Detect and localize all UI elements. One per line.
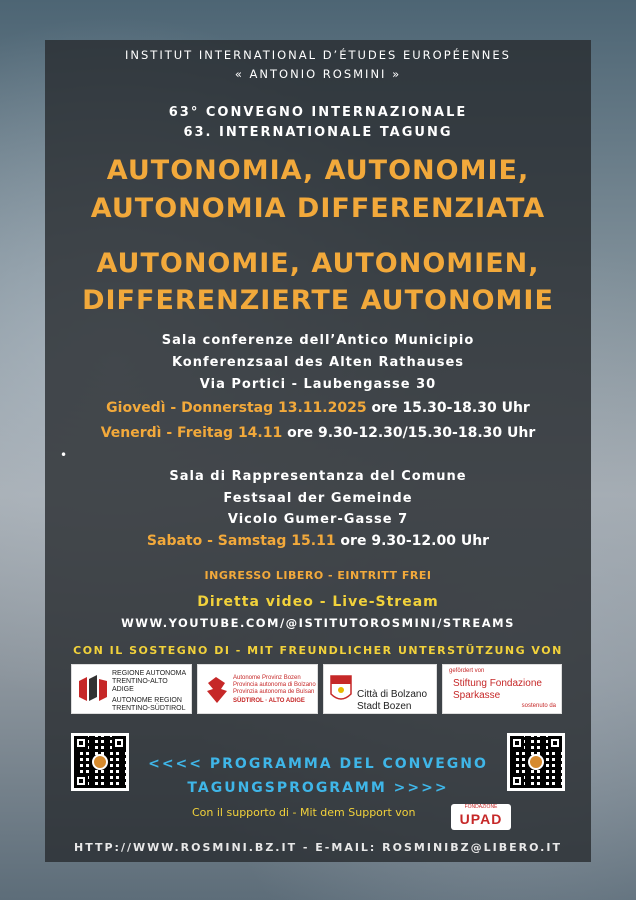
venue1-line3: Via Portici - Laubengasse 30 (199, 377, 437, 392)
sparkasse-top-text: gefördert von (449, 668, 485, 674)
title-it-line2: AUTONOMIA DIFFERENZIATA (90, 193, 546, 224)
date-friday (0, 425, 636, 441)
date-thursday (0, 400, 636, 416)
sponsor-header: CON IL SOSTEGNO DI - MIT FREUNDLICHER UNTERSTÜTZUNG VON (73, 644, 563, 657)
title-it-line1: AUTONOMIA, AUTONOMIE, (106, 155, 530, 186)
province-logo (197, 664, 318, 714)
convegno-it: 63° CONVEGNO INTERNAZIONALE (168, 105, 468, 120)
city-logo (323, 664, 437, 714)
upad-logo-main: UPAD (459, 811, 503, 827)
venue2-line3: Vicolo Gumer-Gasse 7 (227, 512, 409, 527)
sparkasse-logo (442, 664, 562, 714)
sparkasse-logo-text: Stiftung Fondazione Sparkasse (453, 678, 542, 701)
upad-logo-top: FONDAZIONE (464, 804, 498, 810)
date-saturday (0, 533, 636, 549)
programme-link-de[interactable]: TAGUNGSPROGRAMM >>>> (187, 780, 449, 796)
live-stream-label: Diretta video - Live-Stream (197, 594, 439, 610)
title-de-line2: DIFFERENZIERTE AUTONOMIE (82, 285, 554, 316)
eagle-icon (76, 675, 110, 705)
venue2-line2: Festsaal der Gemeinde (223, 491, 413, 506)
date-thursday-day: Giovedì - Donnerstag 13.11.2025 (106, 400, 367, 416)
region-logo-text: REGIONE AUTONOMA TRENTINO-ALTO ADIGE AUTONOME REGION TRENTINO-SÜDTIROL (112, 670, 187, 713)
stream-url-link[interactable]: WWW.YOUTUBE.COM/@ISTITUTOROSMINI/STREAMS (121, 616, 515, 630)
institute-name: INSTITUT INTERNATIONAL D’ÉTUDES EUROPÉENNES (125, 48, 511, 62)
date-saturday-day: Sabato - Samstag 15.11 (146, 533, 336, 549)
eagle-icon (203, 675, 229, 705)
date-friday-day: Venerdì - Freitag 14.11 (100, 425, 283, 441)
sparkasse-bottom-text: sostenuto da (521, 703, 556, 710)
date-thursday-time: ore 15.30-18.30 Uhr (366, 400, 530, 416)
institute-subname: « ANTONIO ROSMINI » (234, 67, 402, 81)
footer-contact[interactable]: HTTP://WWW.ROSMINI.BZ.IT - E-MAIL: ROSMINIBZ@LIBERO.IT (74, 841, 562, 854)
venue2-line1: Sala di Rappresentanza del Comune (169, 469, 467, 484)
convegno-de: 63. INTERNATIONALE TAGUNG (183, 125, 453, 140)
upad-support-text: Con il supporto di - Mit dem Support von (192, 806, 416, 819)
city-logo-text: Città di Bolzano Stadt Bozen (357, 689, 428, 712)
upad-logo (451, 804, 511, 830)
programme-link[interactable]: <<<< PROGRAMMA DEL CONVEGNO (148, 756, 488, 772)
coat-of-arms-icon (329, 674, 353, 704)
venue1-line1: Sala conferenze dell’Antico Municipio (161, 333, 475, 348)
bullet-marker: • (60, 448, 68, 462)
date-saturday-time: ore 9.30-12.00 Uhr (335, 533, 490, 549)
venue1-line2: Konferenzsaal des Alten Rathauses (171, 355, 465, 370)
free-entry-label: INGRESSO LIBERO - EINTRITT FREI (204, 569, 432, 582)
date-friday-time: ore 9.30-12.30/15.30-18.30 Uhr (282, 425, 536, 441)
title-de-line1: AUTONOMIE, AUTONOMIEN, (96, 248, 540, 279)
province-logo-text: Autonome Provinz Bozen Provincia autonoma di Bolzano Provinzia autonoma de Bulsan SÜDTIROL · ALTO ADIGE (233, 675, 316, 704)
region-logo (71, 664, 192, 714)
